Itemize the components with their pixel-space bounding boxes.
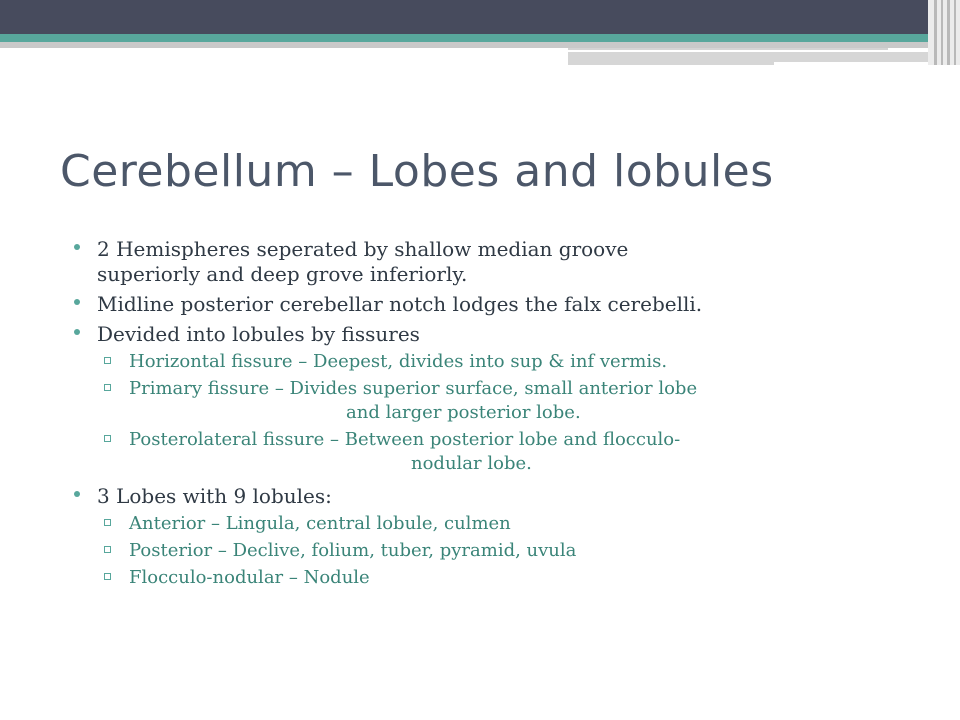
sub-bullet-point [74,512,934,536]
square-bullet-icon [104,357,111,364]
sub-bullet-point [74,350,934,374]
corner-decoration [928,0,960,65]
bullet-point [74,292,934,317]
bullet-point [74,237,934,287]
square-bullet-icon [104,573,111,580]
sub-bullet-point [74,566,934,590]
bullet-dot-icon [74,244,80,250]
square-bullet-icon [104,384,111,391]
sub-bullet-text: Primary fissure – Divides superior surface, small anterior lobe [129,378,698,399]
bullet-text-continued: superiorly and deep grove inferiorly. [97,262,468,286]
sub-bullet-text: Anterior – Lingula, central lobule, culmen [129,513,511,534]
bullet-point [74,322,934,347]
sub-bullet-text-continued: and larger posterior lobe. [346,402,581,423]
bullet-point [74,484,934,509]
sub-bullet-point [74,377,934,425]
sub-bullet-text: Posterior – Declive, folium, tuber, pyramid, uvula [129,540,577,561]
sub-bullet-point [74,539,934,563]
slide-body [74,237,934,590]
bullet-dot-icon [74,491,80,497]
bullet-text: 3 Lobes with 9 lobules: [97,484,332,508]
bullet-text: 2 Hemispheres seperated by shallow median groove [97,237,629,261]
sub-bullet-text: Flocculo-nodular – Nodule [129,567,370,588]
sub-bullet-text: Horizontal fissure – Deepest, divides into sup & inf vermis. [129,351,668,372]
square-bullet-icon [104,546,111,553]
square-bullet-icon [104,435,111,442]
bullet-dot-icon [74,299,80,305]
sub-bullet-text-continued: nodular lobe. [411,453,532,474]
header-bar [0,0,960,34]
sub-bullet-text: Posterolateral fissure – Between posterior lobe and flocculo- [129,429,681,450]
bullet-dot-icon [74,329,80,335]
accent-band [0,34,960,42]
slide-title: Cerebellum – Lobes and lobules [60,146,774,197]
square-bullet-icon [104,519,111,526]
bullet-text: Midline posterior cerebellar notch lodges the falx cerebelli. [97,292,703,316]
divider-line [568,50,890,52]
sub-bullet-point [74,428,934,476]
bullet-text: Devided into lobules by fissures [97,322,420,346]
